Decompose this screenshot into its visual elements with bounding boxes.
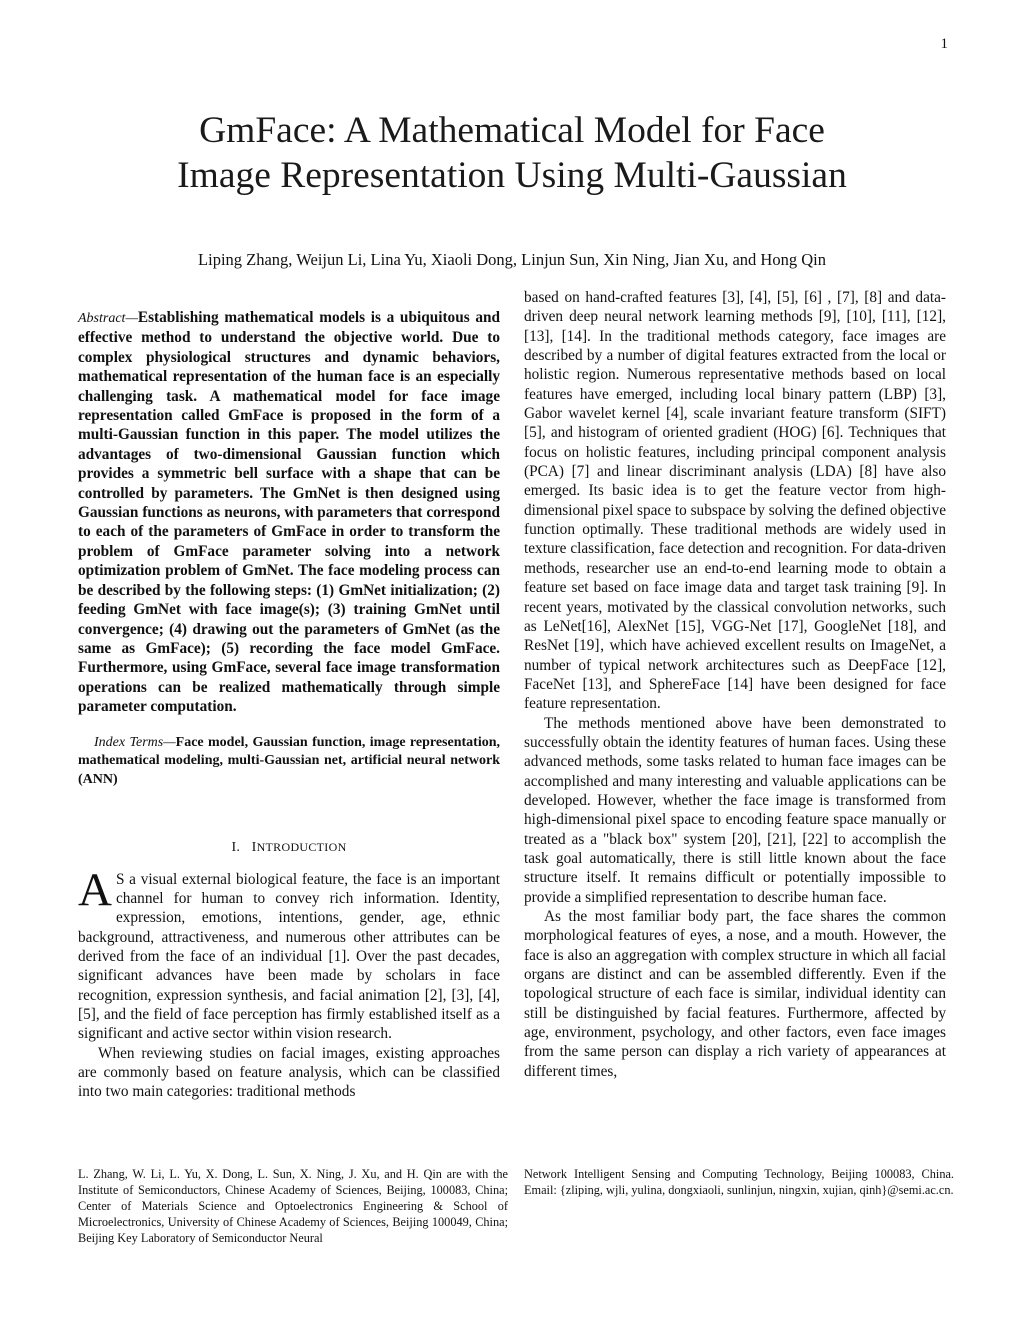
intro-paragraph-2: When reviewing studies on facial images, existing approaches are commonly based on feature analysis, which can be classified into two main categories: traditional methods [78,1044,500,1101]
index-terms-label: Index Terms— [94,734,176,750]
paper-title [62,108,962,198]
abstract-text: Establishing mathematical models is a ubiquitous and effective method to understand the objective world. Due to complex physiological structures and dynamic behaviors, mathematical representation of the human face is an especially challenging task. A mathematical model for face image representation called GmFace is proposed in the form of a multi-Gaussian function in this paper. The model utilizes the advantages of two-dimensional Gaussian function which provides a symmetric bell surface with a shape that can be controlled by parameters. The GmNet is then designed using Gaussian functions as neurons, with parameters that correspond to each of the parameters of GmFace in order to transform the problem of GmFace parameter solving into a network optimization problem of GmNet. The face modeling process can be described by the following steps: (1) GmNet initialization; (2) feeding GmNet with face image(s); (3) training GmNet until convergence; (4) drawing out the parameters of GmNet (as the same as GmFace); (5) recording the face model GmFace. Furthermore, using GmFace, several face image transformation operations can be realized mathematically through simple parameter computation. [78,309,500,716]
author-list: Liping Zhang, Weijun Li, Lina Yu, Xiaoli Dong, Linjun Sun, Xin Ning, Jian Xu, and Hong Qin [198,250,826,269]
section-number: I. [231,840,241,856]
footnote-left: L. Zhang, W. Li, L. Yu, X. Dong, L. Sun, X. Ning, J. Xu, and H. Qin are with the Institute of Semiconductors, Chinese Academy of Sciences, Beijing, 100083, China; Center of Materials Science and Optoelectronics Engineering & School of Microelectronics, University of Chinese Academy of Sciences, Beijing 100049, China; Beijing Key Laboratory of Semiconductor Neural [78,1167,508,1245]
index-terms [78,734,500,790]
section-title-initial: I [251,840,257,856]
body-paragraph-1: based on hand-crafted features [3], [4], [5], [6] , [7], [8] and data-driven deep neural network learning methods [9], [10], [11], [12], [13], [14]. In the traditional methods category, face images are described by a number of digital features extracted from the local or holistic region. Numerous representative methods based on local features have emerged, including local binary pattern (LBP) [3], Gabor wavelet kernel [4], scale invariant feature transform (SIFT) [5], and histogram of oriented gradient (HOG) [6]. Techniques that focus on holistic features, including principal component analysis (PCA) [7] and linear discriminant analysis (LDA) [8] have also emerged. Its basic idea is to get the feature vector from high-dimensional pixel space to subspace by solving the defined objective function optimally. These traditional methods are widely used in texture classification, face detection and recognition. For data-driven methods, researcher use an end-to-end learning mode to obtain a feature set based on face image data and target task training [9]. In recent years, motivated by the classical convolution networks‚ such as LeNet[16], AlexNet [15], VGG-Net [17], GoogleNet [18], and ResNet [19]‚ which have achieved excellent results on ImageNet, a number of typical network architectures such as DeepFace [12], FaceNet [13], and SphereFace [14] have been designed for face feature representation. [524,289,946,713]
section-title-rest: NTRODUCTION [256,840,347,855]
page-number: 1 [940,36,948,52]
abstract-label: Abstract— [78,311,138,326]
left-column [78,308,500,1102]
footnote-right: Network Intelligent Sensing and Computing Technology, Beijing 100083, China. Email: {zliping, wjli, yulina, dongxiaoli, sunlinjun, ningxin, xujian, qinh}@semi.ac.cn. [524,1167,954,1197]
index-terms-text: Face model, Gaussian function, image representation, mathematical modeling, multi-Gaussian net, artificial neural network (ANN) [78,734,500,787]
section-heading [78,838,500,857]
right-column [524,288,946,1081]
title-line-1: GmFace: A Mathematical Model for Face [199,110,825,151]
body-paragraph-3: As the most familiar body part, the face shares the common morphological features of eyes, a nose, and a mouth. However, the face is also an aggregation with complex structure in which all facial organs are distinct and can be assembled differently. Even if the topological structure of each face is similar, individual identity can still be distinguished by facial features. Furthermore, affected by age, environment, psychology, and other factors, even face images from the same person can display a rich variety of appearances at different times, [524,908,946,1080]
drop-cap: A [78,863,112,916]
intro-paragraph-1-text: S a visual external biological feature, the face is an important channel for human to convey rich information. Identity, expression, emotions, intentions, gender, age, ethnic background, attractiveness, and numerous other attributes can be derived from the face of an individual [1]. Over the past decades, significant advances have been made by scholars in face recognition, expression synthesis, and facial animation [2], [3], [4], [5], and the field of face perception has firmly established itself as a significant and active sector within vision research. [78,870,500,1043]
title-line-2: Image Representation Using Multi-Gaussian [177,155,847,196]
intro-paragraph-1 [78,863,500,1044]
abstract [78,308,500,717]
body-paragraph-2: The methods mentioned above have been demonstrated to successfully obtain the identity features of human faces. Using these advanced methods, some tasks related to human face images can be accomplished and many interesting and valuable applications can be developed. However, whether the face image is transformed from high-dimensional pixel space to encoding feature space manually or treated as a "black box" system [20], [21], [22] to accomplish the task goal automatically, there is still little known about the face structure itself. It remains difficult or potentially impossible to provide a simplified representation to describe human face. [524,714,946,906]
